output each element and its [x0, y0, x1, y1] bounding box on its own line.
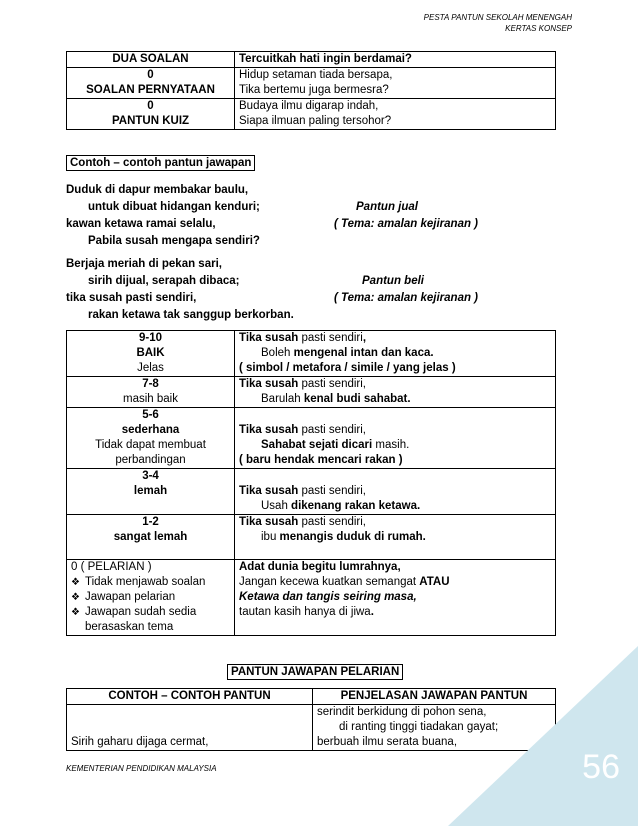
pantun-example-2: [66, 256, 478, 324]
pantun-line: Duduk di dapur membakar baulu,: [66, 184, 249, 196]
pantun-theme: ( Tema: amalan kejiranan ): [334, 218, 479, 230]
example-cell: Tika susah pasti sendiri, ibu menangis duduk di rumah.: [235, 515, 556, 560]
table-row: [67, 408, 556, 469]
pantun-line: tika susah pasti sendiri,: [66, 292, 197, 304]
table-cell: Hidup setaman tiada bersapa, Tika bertemu juga bermesra?: [235, 68, 556, 99]
table-row: [67, 331, 556, 377]
pantun-line: Berjaja meriah di pekan sari,: [66, 258, 222, 270]
pantun-line: sirih dijual, serapah dibaca;: [88, 275, 240, 287]
contoh-label: Contoh – contoh pantun jawapan: [66, 155, 255, 171]
pantun-type: Pantun jual: [356, 201, 418, 213]
scoring-table: [66, 330, 556, 636]
table-row: [67, 52, 556, 68]
table-row: [67, 469, 556, 515]
header-line-1: PESTA PANTUN SEKOLAH MENENGAH: [423, 13, 572, 22]
score-cell: 7-8 masih baik: [67, 377, 235, 408]
example-cell: Tika susah pasti sendiri, Boleh mengenal intan dan kaca. ( simbol / metafora / simile / yang jelas ): [235, 331, 556, 377]
pantun-example-1: [66, 182, 478, 250]
pantun-line: kawan ketawa ramai selalu,: [66, 218, 216, 230]
example-cell: Tika susah pasti sendiri, Barulah kenal budi sahabat.: [235, 377, 556, 408]
page-number: 56: [582, 748, 620, 786]
score-cell: 5-6 sederhana Tidak dapat membuat perbandingan: [67, 408, 235, 469]
question-types-table: [66, 51, 556, 130]
table-cell: DUA SOALAN: [67, 52, 235, 68]
section-title: PANTUN JAWAPAN PELARIAN: [227, 664, 403, 680]
table-row: [67, 515, 556, 560]
score-cell: 3-4 lemah: [67, 469, 235, 515]
score-cell: 0 ( PELARIAN ) ❖ Tidak menjawab soalan ❖ Jawapan pelarian ❖ Jawapan sudah sedia berasaskan tema: [67, 560, 235, 636]
pantun-type: Pantun beli: [362, 275, 424, 287]
table-cell: 0 PANTUN KUIZ: [67, 99, 235, 130]
example-cell: Tika susah pasti sendiri, Sahabat sejati dicari masih. ( baru hendak mencari rakan ): [235, 408, 556, 469]
table-cell: Budaya ilmu digarap indah, Siapa ilmuan paling tersohor?: [235, 99, 556, 130]
table-row: [67, 560, 556, 636]
column-header: CONTOH – CONTOH PANTUN: [67, 689, 313, 705]
table-cell: serindit berkidung di pohon sena, di ranting tinggi tiadakan gayat; berbuah ilmu serata buana,: [313, 705, 556, 751]
list-item: ❖ Jawapan pelarian: [71, 590, 230, 605]
score-cell: 1-2 sangat lemah: [67, 515, 235, 560]
list-item: ❖ Jawapan sudah sedia berasaskan tema: [71, 605, 230, 635]
table-row: [67, 377, 556, 408]
criteria-list: [71, 575, 230, 635]
header-line-2: KERTAS KONSEP: [505, 24, 572, 33]
list-item: ❖ Tidak menjawab soalan: [71, 575, 230, 590]
pantun-line: untuk dibuat hidangan kenduri;: [88, 201, 260, 213]
footer: KEMENTERIAN PENDIDIKAN MALAYSIA: [66, 764, 217, 773]
table-row: [67, 99, 556, 130]
table-cell: 0 SOALAN PERNYATAAN: [67, 68, 235, 99]
corner-decoration: [448, 646, 638, 826]
score-cell: 9-10 BAIK Jelas: [67, 331, 235, 377]
pantun-line: Pabila susah mengapa sendiri?: [88, 235, 260, 247]
running-header: [424, 12, 572, 34]
pantun-theme: ( Tema: amalan kejiranan ): [334, 292, 479, 304]
table-row: [67, 68, 556, 99]
example-cell: Tika susah pasti sendiri, Usah dikenang rakan ketawa.: [235, 469, 556, 515]
example-cell: Adat dunia begitu lumrahnya, Jangan kecewa kuatkan semangat ATAU Ketawa dan tangis seiring masa, tautan kasih hanya di jiwa.: [235, 560, 556, 636]
column-header: PENJELASAN JAWAPAN PANTUN: [313, 689, 556, 705]
pantun-line: rakan ketawa tak sanggup berkorban.: [88, 309, 294, 321]
table-cell: Sirih gaharu dijaga cermat,: [67, 705, 313, 751]
table-cell: Tercuitkah hati ingin berdamai?: [235, 52, 556, 68]
